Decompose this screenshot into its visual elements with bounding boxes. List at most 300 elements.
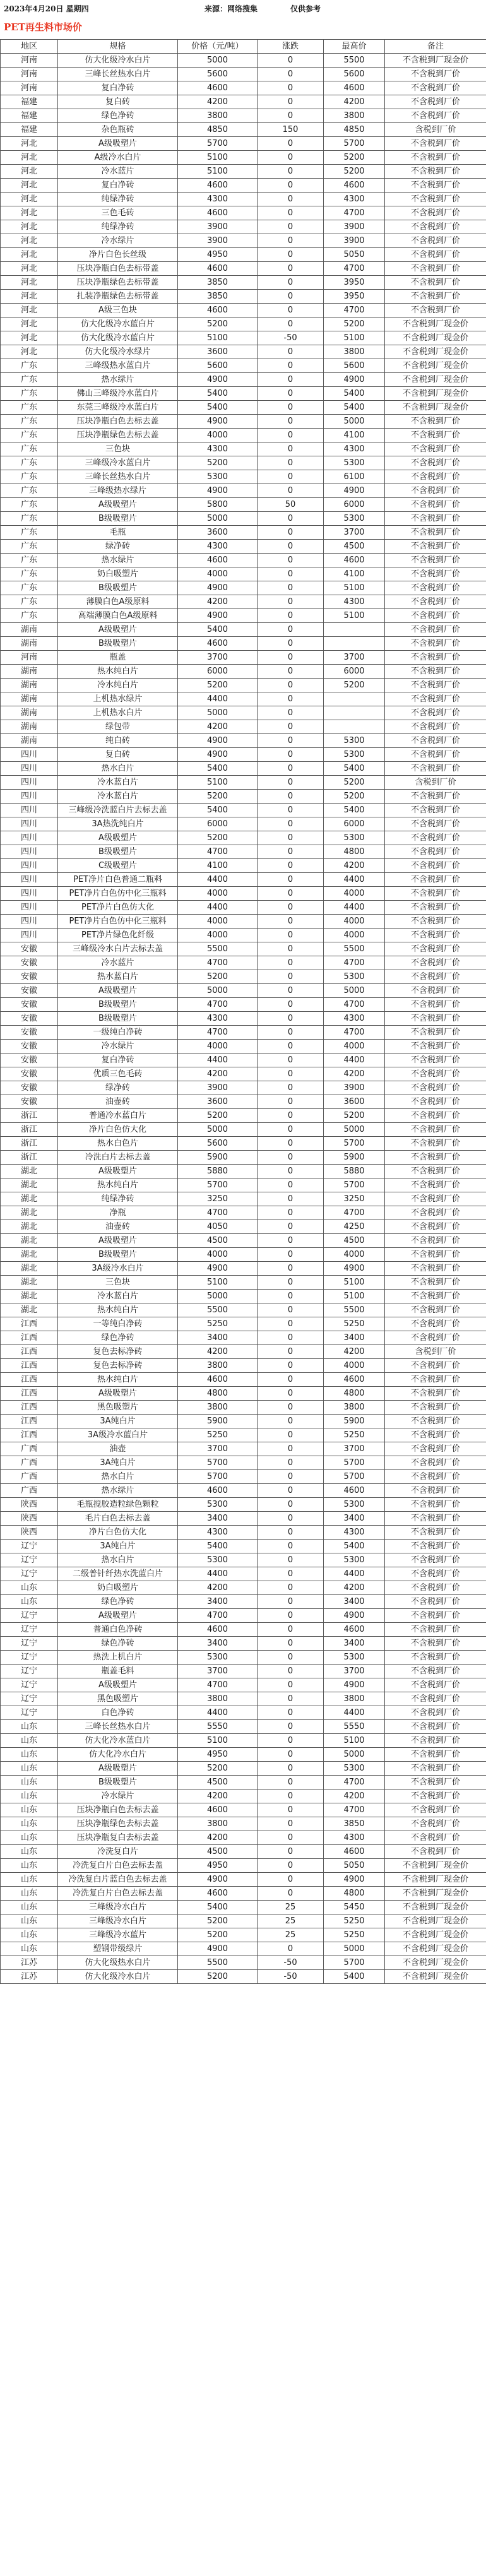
cell-spec: 仿大化级冷水蓝白片 [58, 331, 178, 345]
cell-remark: 不含税到厂价 [385, 1790, 486, 1803]
cell-region: 湖北 [1, 1192, 58, 1206]
table-row [1, 137, 486, 151]
cell-region: 山东 [1, 1790, 58, 1803]
cell-region: 河北 [1, 304, 58, 318]
cell-price: 4600 [178, 1887, 258, 1901]
cell-region: 湖北 [1, 1234, 58, 1248]
cell-high: 5700 [324, 1456, 385, 1470]
table-row [1, 109, 486, 123]
cell-spec: 热水白色片 [58, 1137, 178, 1151]
cell-change: 0 [258, 1470, 324, 1484]
cell-change: -50 [258, 1956, 324, 1970]
cell-high: 5250 [324, 1317, 385, 1331]
column-header-spec: 规格 [58, 40, 178, 54]
cell-remark: 不含税到厂现金价 [385, 1928, 486, 1942]
cell-price: 4200 [178, 1831, 258, 1845]
cell-region: 山东 [1, 1595, 58, 1609]
cell-high: 4000 [324, 1248, 385, 1262]
cell-price: 5700 [178, 137, 258, 151]
cell-region: 河北 [1, 345, 58, 359]
table-row [1, 415, 486, 429]
table-row [1, 484, 486, 498]
cell-high: 5250 [324, 1914, 385, 1928]
table-row [1, 804, 486, 817]
cell-high: 3950 [324, 290, 385, 304]
cell-remark: 不含税到厂价 [385, 720, 486, 734]
cell-price: 4700 [178, 1206, 258, 1220]
cell-remark: 不含税到厂价 [385, 581, 486, 595]
cell-change: 0 [258, 1762, 324, 1776]
cell-remark: 不含税到厂现金价 [385, 401, 486, 415]
cell-high: 4300 [324, 193, 385, 206]
table-header-row [1, 40, 486, 54]
cell-price: 3400 [178, 1331, 258, 1345]
cell-price: 5200 [178, 1928, 258, 1942]
cell-price: 5500 [178, 942, 258, 956]
cell-region: 江西 [1, 1428, 58, 1442]
table-row [1, 581, 486, 595]
cell-region: 辽宁 [1, 1637, 58, 1651]
cell-spec: 冷水蓝白片 [58, 790, 178, 804]
cell-remark: 不含税到厂价 [385, 651, 486, 665]
cell-high: 4200 [324, 1581, 385, 1595]
cell-high: 5100 [324, 581, 385, 595]
cell-remark: 不含税到厂价 [385, 1540, 486, 1553]
cell-price: 4500 [178, 1234, 258, 1248]
cell-price: 4000 [178, 887, 258, 901]
cell-change: 0 [258, 1873, 324, 1887]
cell-remark: 不含税到厂价 [385, 81, 486, 95]
cell-spec: 三峰级冷洗蓝白片去标去盖 [58, 804, 178, 817]
cell-high: 4400 [324, 901, 385, 915]
table-row [1, 1248, 486, 1262]
table-row [1, 1720, 486, 1734]
cell-high: 5550 [324, 1720, 385, 1734]
cell-region: 河北 [1, 290, 58, 304]
cell-remark: 不含税到厂价 [385, 262, 486, 276]
table-row [1, 720, 486, 734]
table-row [1, 318, 486, 331]
cell-remark: 不含税到厂价 [385, 1720, 486, 1734]
cell-high: 3800 [324, 109, 385, 123]
cell-change: 25 [258, 1901, 324, 1914]
cell-spec: A级吸塑片 [58, 623, 178, 637]
cell-spec: 三峰级冷水蓝白片 [58, 456, 178, 470]
cell-spec: 绿净砖 [58, 1081, 178, 1095]
cell-price: 4900 [178, 373, 258, 387]
cell-remark: 不含税到厂价 [385, 1651, 486, 1665]
cell-high: 3800 [324, 1692, 385, 1706]
cell-price: 5300 [178, 1651, 258, 1665]
table-row [1, 1803, 486, 1817]
table-row [1, 262, 486, 276]
cell-high: 4700 [324, 1776, 385, 1790]
cell-remark: 不含税到厂价 [385, 234, 486, 248]
cell-remark: 不含税到厂价 [385, 1526, 486, 1540]
cell-change: 0 [258, 804, 324, 817]
cell-remark: 含税到厂价 [385, 123, 486, 137]
cell-price: 3900 [178, 220, 258, 234]
cell-region: 湖南 [1, 692, 58, 706]
cell-spec: 绿色净砖 [58, 1595, 178, 1609]
cell-high: 4100 [324, 429, 385, 442]
cell-region: 辽宁 [1, 1609, 58, 1623]
cell-spec: 纯白砖 [58, 734, 178, 748]
cell-change: 0 [258, 665, 324, 679]
table-row [1, 970, 486, 984]
cell-high: 5400 [324, 762, 385, 776]
cell-price: 3900 [178, 234, 258, 248]
cell-price: 5000 [178, 512, 258, 526]
table-row [1, 1345, 486, 1359]
cell-spec: 绿色净砖 [58, 109, 178, 123]
table-row [1, 1581, 486, 1595]
cell-high: 5100 [324, 1276, 385, 1290]
cell-spec: B级吸塑片 [58, 1776, 178, 1790]
cell-change: 0 [258, 1665, 324, 1678]
cell-spec: 绿包带 [58, 720, 178, 734]
cell-high: 4300 [324, 1012, 385, 1026]
table-row [1, 1470, 486, 1484]
cell-change: 0 [258, 1345, 324, 1359]
cell-spec: 三色块 [58, 1276, 178, 1290]
cell-high: 4400 [324, 1567, 385, 1581]
table-row [1, 1637, 486, 1651]
cell-spec: 复色去标净砖 [58, 1359, 178, 1373]
cell-high: 5400 [324, 1970, 385, 1984]
cell-change: 0 [258, 748, 324, 762]
cell-region: 江西 [1, 1331, 58, 1345]
cell-spec: 仿大化级冷水蓝白片 [58, 318, 178, 331]
table-row [1, 1220, 486, 1234]
cell-region: 安徽 [1, 956, 58, 970]
cell-high: 4200 [324, 1345, 385, 1359]
cell-spec: 热水纯白片 [58, 1178, 178, 1192]
cell-spec: 三峰长丝热水白片 [58, 68, 178, 81]
cell-price: 4700 [178, 956, 258, 970]
cell-high: 4600 [324, 1623, 385, 1637]
cell-high: 3400 [324, 1512, 385, 1526]
cell-remark: 不含税到厂价 [385, 1692, 486, 1706]
cell-region: 陕西 [1, 1526, 58, 1540]
table-row [1, 429, 486, 442]
table-row [1, 1942, 486, 1956]
cell-high: 5700 [324, 1178, 385, 1192]
cell-remark: 不含税到厂现金价 [385, 1914, 486, 1928]
cell-high: 5300 [324, 831, 385, 845]
cell-region: 山东 [1, 1720, 58, 1734]
cell-change: 0 [258, 1151, 324, 1165]
cell-spec: A级吸塑片 [58, 1678, 178, 1692]
cell-change: 0 [258, 692, 324, 706]
cell-change: 0 [258, 442, 324, 456]
cell-change: 0 [258, 1373, 324, 1387]
cell-price: 4400 [178, 873, 258, 887]
cell-region: 河北 [1, 262, 58, 276]
cell-spec: 冷洗复白片 [58, 1845, 178, 1859]
cell-change: 0 [258, 831, 324, 845]
cell-high: 3800 [324, 345, 385, 359]
table-row [1, 1734, 486, 1748]
cell-change: 0 [258, 998, 324, 1012]
cell-remark: 不含税到厂现金价 [385, 1942, 486, 1956]
cell-spec: 热水纯白片 [58, 1303, 178, 1317]
cell-change: 0 [258, 609, 324, 623]
cell-spec: 净片白色长丝级 [58, 248, 178, 262]
table-row [1, 692, 486, 706]
table-row [1, 1845, 486, 1859]
cell-high: 3250 [324, 1192, 385, 1206]
cell-price: 4600 [178, 262, 258, 276]
cell-remark: 不含税到厂价 [385, 623, 486, 637]
cell-spec: 复白净砖 [58, 179, 178, 193]
table-row [1, 151, 486, 165]
cell-change: 0 [258, 984, 324, 998]
table-row [1, 540, 486, 554]
cell-change: 0 [258, 1123, 324, 1137]
cell-remark: 不含税到厂现金价 [385, 345, 486, 359]
cell-price: 4300 [178, 1012, 258, 1026]
cell-change: -50 [258, 1970, 324, 1984]
cell-high: 4500 [324, 1234, 385, 1248]
cell-remark: 不含税到厂价 [385, 1456, 486, 1470]
cell-region: 安徽 [1, 1040, 58, 1054]
cell-region: 江西 [1, 1415, 58, 1428]
cell-price: 5000 [178, 706, 258, 720]
cell-change: 0 [258, 720, 324, 734]
cell-region: 安徽 [1, 1026, 58, 1040]
cell-price: 3700 [178, 1665, 258, 1678]
cell-change: 0 [258, 1637, 324, 1651]
cell-spec: 压块净瓶复白去标去盖 [58, 1831, 178, 1845]
cell-spec: 压块净瓶白色去标去盖 [58, 1803, 178, 1817]
cell-region: 湖南 [1, 706, 58, 720]
cell-change: 0 [258, 1192, 324, 1206]
cell-price: 5400 [178, 1901, 258, 1914]
cell-price: 5100 [178, 776, 258, 790]
cell-region: 山东 [1, 1776, 58, 1790]
table-row [1, 526, 486, 540]
cell-remark: 不含税到厂价 [385, 1845, 486, 1859]
cell-region: 江西 [1, 1401, 58, 1415]
cell-region: 湖北 [1, 1303, 58, 1317]
cell-high: 4000 [324, 929, 385, 942]
table-row [1, 887, 486, 901]
cell-spec: B级吸塑片 [58, 1012, 178, 1026]
cell-change: 0 [258, 68, 324, 81]
cell-remark: 不含税到厂价 [385, 1428, 486, 1442]
cell-change: 0 [258, 526, 324, 540]
cell-high: 5600 [324, 68, 385, 81]
table-row [1, 1609, 486, 1623]
cell-high: 4900 [324, 1873, 385, 1887]
cell-change: 0 [258, 901, 324, 915]
cell-remark: 不含税到厂价 [385, 1762, 486, 1776]
cell-change: 0 [258, 512, 324, 526]
cell-remark: 不含税到厂价 [385, 1831, 486, 1845]
cell-change: 0 [258, 1220, 324, 1234]
cell-change: 0 [258, 137, 324, 151]
cell-price: 4600 [178, 1484, 258, 1498]
cell-region: 四川 [1, 776, 58, 790]
cell-high: 5050 [324, 248, 385, 262]
cell-change: 0 [258, 1845, 324, 1859]
cell-high: 4700 [324, 304, 385, 318]
cell-price: 4600 [178, 1623, 258, 1637]
cell-spec: 冷水绿片 [58, 1790, 178, 1803]
table-row [1, 679, 486, 692]
cell-change: 0 [258, 873, 324, 887]
cell-remark: 不含税到厂价 [385, 290, 486, 304]
cell-change: 0 [258, 484, 324, 498]
cell-region: 河北 [1, 137, 58, 151]
cell-spec: 三峰级热水蓝白片 [58, 359, 178, 373]
cell-change: 0 [258, 1734, 324, 1748]
cell-price: 4600 [178, 1373, 258, 1387]
cell-spec: 普通白色净砖 [58, 1623, 178, 1637]
cell-price: 4900 [178, 1262, 258, 1276]
table-row [1, 95, 486, 109]
cell-change: 0 [258, 1803, 324, 1817]
cell-change: 0 [258, 234, 324, 248]
table-row [1, 706, 486, 720]
table-row [1, 901, 486, 915]
cell-remark: 不含税到厂价 [385, 665, 486, 679]
cell-spec: B级吸塑片 [58, 998, 178, 1012]
cell-change: 0 [258, 1095, 324, 1109]
cell-region: 福建 [1, 109, 58, 123]
cell-region: 河北 [1, 193, 58, 206]
cell-region: 辽宁 [1, 1651, 58, 1665]
cell-high: 6000 [324, 665, 385, 679]
cell-high: 5100 [324, 1734, 385, 1748]
cell-price: 4950 [178, 248, 258, 262]
cell-price: 4800 [178, 1387, 258, 1401]
cell-high [324, 720, 385, 734]
cell-price: 6000 [178, 817, 258, 831]
cell-spec: 冷水蓝片 [58, 165, 178, 179]
cell-high: 5400 [324, 401, 385, 415]
cell-remark: 不含税到厂价 [385, 1387, 486, 1401]
column-header-price: 价格（元/吨） [178, 40, 258, 54]
cell-change: 0 [258, 1290, 324, 1303]
cell-region: 广东 [1, 359, 58, 373]
cell-change: 0 [258, 387, 324, 401]
cell-remark: 不含税到厂价 [385, 998, 486, 1012]
table-row [1, 1762, 486, 1776]
cell-price: 4400 [178, 1567, 258, 1581]
cell-high: 5880 [324, 1165, 385, 1178]
cell-spec: 3A纯白片 [58, 1415, 178, 1428]
cell-price: 4900 [178, 1873, 258, 1887]
cell-price: 4600 [178, 1803, 258, 1817]
cell-change: 0 [258, 401, 324, 415]
cell-spec: 冷水蓝白片 [58, 1290, 178, 1303]
cell-region: 辽宁 [1, 1567, 58, 1581]
cell-remark: 不含税到厂价 [385, 1317, 486, 1331]
cell-remark: 不含税到厂价 [385, 1026, 486, 1040]
cell-region: 河北 [1, 165, 58, 179]
table-row [1, 1192, 486, 1206]
cell-spec: A级吸塑片 [58, 137, 178, 151]
cell-change: 0 [258, 1859, 324, 1873]
cell-price: 5800 [178, 498, 258, 512]
cell-region: 山东 [1, 1581, 58, 1595]
cell-high: 5250 [324, 1928, 385, 1942]
cell-change: 0 [258, 1706, 324, 1720]
cell-price: 4300 [178, 193, 258, 206]
cell-high: 5250 [324, 1428, 385, 1442]
cell-high: 3600 [324, 1095, 385, 1109]
cell-high: 4600 [324, 554, 385, 567]
table-row [1, 984, 486, 998]
table-row [1, 1956, 486, 1970]
cell-price: 5700 [178, 1178, 258, 1192]
cell-price: 4000 [178, 567, 258, 581]
cell-change: 0 [258, 637, 324, 651]
cell-change: 0 [258, 1748, 324, 1762]
cell-price: 3600 [178, 526, 258, 540]
cell-spec: 压块净瓶白色去标去盖 [58, 415, 178, 429]
cell-price: 3900 [178, 1081, 258, 1095]
cell-high: 3900 [324, 234, 385, 248]
cell-remark: 不含税到厂价 [385, 109, 486, 123]
cell-spec: 热水纯白片 [58, 665, 178, 679]
cell-high: 5600 [324, 359, 385, 373]
cell-spec: A级吸塑片 [58, 984, 178, 998]
cell-spec: 油壶砖 [58, 1220, 178, 1234]
cell-remark: 不含税到厂价 [385, 248, 486, 262]
cell-price: 4600 [178, 206, 258, 220]
cell-high: 3700 [324, 1665, 385, 1678]
cell-spec: 黑色吸塑片 [58, 1401, 178, 1415]
cell-region: 河北 [1, 206, 58, 220]
cell-region: 浙江 [1, 1123, 58, 1137]
cell-price: 4900 [178, 609, 258, 623]
cell-region: 湖北 [1, 1276, 58, 1290]
table-row [1, 1512, 486, 1526]
cell-region: 湖北 [1, 1178, 58, 1192]
cell-region: 山东 [1, 1803, 58, 1817]
table-row [1, 387, 486, 401]
cell-high: 3400 [324, 1637, 385, 1651]
cell-price: 4600 [178, 81, 258, 95]
cell-high: 4900 [324, 373, 385, 387]
cell-change: 0 [258, 1512, 324, 1526]
cell-remark: 含税到厂价 [385, 1345, 486, 1359]
table-row [1, 276, 486, 290]
cell-price: 3800 [178, 1692, 258, 1706]
cell-change: 0 [258, 318, 324, 331]
cell-remark: 不含税到厂价 [385, 1095, 486, 1109]
cell-price: 4200 [178, 1790, 258, 1803]
cell-price: 4200 [178, 720, 258, 734]
cell-change: 0 [258, 845, 324, 859]
cell-remark: 不含税到厂价 [385, 1442, 486, 1456]
cell-remark: 不含税到厂价 [385, 1498, 486, 1512]
cell-spec: B级吸塑片 [58, 845, 178, 859]
cell-high: 3900 [324, 220, 385, 234]
cell-region: 四川 [1, 762, 58, 776]
cell-price: 4200 [178, 595, 258, 609]
table-row [1, 929, 486, 942]
cell-high: 5500 [324, 1303, 385, 1317]
cell-change: 0 [258, 970, 324, 984]
cell-remark: 不含税到厂价 [385, 484, 486, 498]
cell-region: 广东 [1, 498, 58, 512]
cell-remark: 不含税到厂现金价 [385, 1901, 486, 1914]
cell-region: 四川 [1, 831, 58, 845]
